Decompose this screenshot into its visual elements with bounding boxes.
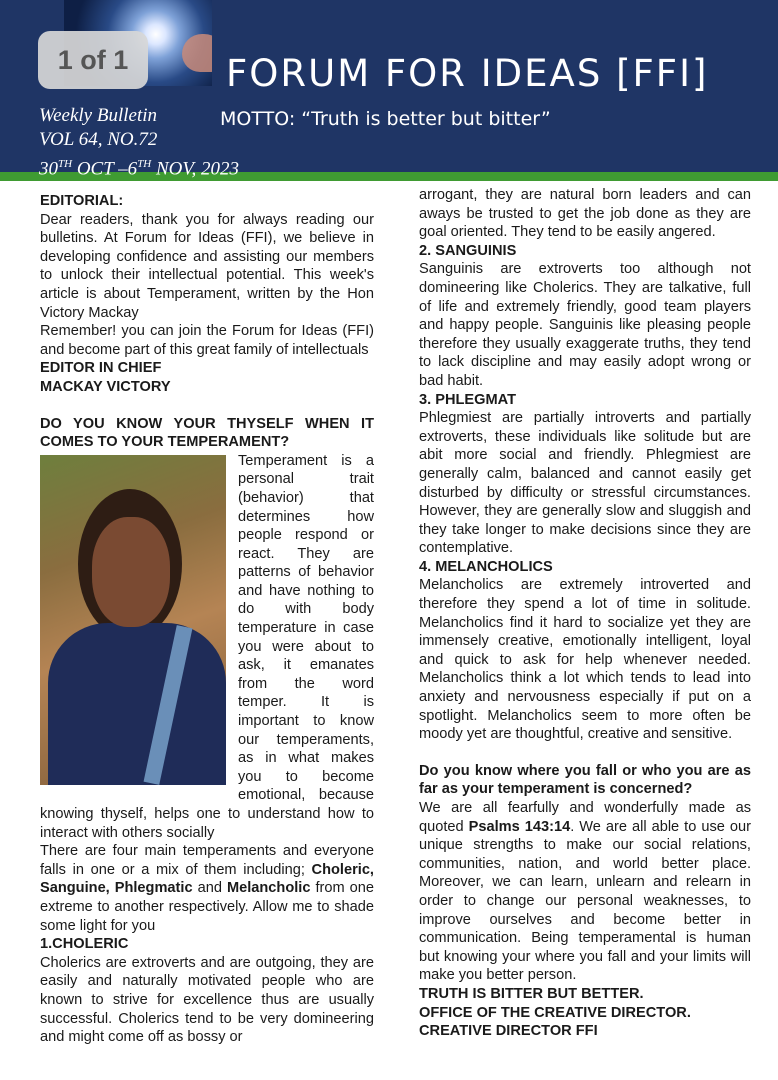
signoff-line-3: CREATIVE DIRECTOR FFI (419, 1023, 598, 1040)
bulletin-info (39, 104, 239, 181)
sanguinis-heading: 2. SANGUINIS (419, 242, 517, 259)
right-column (419, 186, 751, 1041)
question-heading: Do you know where you fall or who you are as far as your temperament is concerned? (419, 762, 751, 798)
choleric-heading: 1.CHOLERIC (40, 936, 129, 953)
temperament-intro: Temperament is a personal trait (behavior) that determines how people respond or react. They are patterns of behavior and have nothing to do with body temperature in case you were about to ask, it emanates from the word temper. It is important to know our temperaments, as in what makes you to become emotional, because knowing thyself, helps one to understand how to interact with others socially (40, 452, 374, 841)
editorial-invite: Remember! you can join the Forum for Ideas (FFI) and become part of this great family of intellectuals (40, 323, 374, 358)
page-indicator: 1 of 1 (38, 31, 148, 89)
issue-date: 30TH OCT –6TH NOV, 2023 (39, 158, 240, 180)
melancholics-heading: 4. MELANCHOLICS (419, 558, 553, 575)
publication-title: FORUM FOR IDEAS [FFI] (226, 52, 709, 95)
phlegmat-text: Phlegmiest are partially introverts and partially extroverts, these individuals like solitude but are abit more social and friendly. Phlegmiest are generally calm, balanced and cannot easily get disturbed by difficulty or stressful circumstances. However, they are generally slow and sluggish and they take longer to make decisions since they are contemplative. (419, 410, 751, 557)
editorial-heading: EDITORIAL: (40, 193, 124, 209)
temperament-types-intro: There are four main temperaments and everyone falls in one or a mix of them including; Choleric, Sanguine, Phlegmatic and Melancholic from one extreme to another respectively. Allow me to shade some light for you (40, 843, 374, 934)
motto: MOTTO: “Truth is better but bitter” (220, 108, 551, 130)
article-heading: DO YOU KNOW YOUR THYSELF WHEN IT COMES TO YOUR TEMPERAMENT? (40, 415, 374, 451)
signoff-line-1: TRUTH IS BITTER BUT BETTER. (419, 985, 644, 1002)
editor-name: MACKAY VICTORY (40, 378, 171, 395)
editorial-paragraph: Dear readers, thank you for always reading our bulletins. At Forum for Ideas (FFI), we believe in developing confidence and assisting our members to unlock their intellectual potential. This week's article is about Temperament, written by the Hon Victory Mackay (40, 211, 374, 321)
editor-title: EDITOR IN CHIEF (40, 360, 162, 377)
choleric-continued: arrogant, they are natural born leaders and can aways be trusted to get the job done as they are goal oriented. They tend to be easily angered. (419, 187, 751, 241)
melancholics-text: Melancholics are extremely introverted and therefore they spend a lot of time in solitude. Melancholics find it hard to socialize yet they are immensely creative, emotionally intelligent, loyal and quick to ask for help whenever needed. Melancholics think a lot which tends to lead into anxiety and nervousness especially if put on a spotlight. Melancholics seem to more often be moody yet are thoughtful, creative and sensitive. (419, 577, 751, 743)
author-photo (40, 455, 226, 785)
volume-number: VOL 64, NO.72 (39, 129, 158, 150)
bulletin-label: Weekly Bulletin (39, 105, 157, 126)
phlegmat-heading: 3. PHLEGMAT (419, 391, 517, 408)
signoff-line-2: OFFICE OF THE CREATIVE DIRECTOR. (419, 1004, 691, 1021)
closing-paragraph: We are all fearfully and wonderfully made as quoted Psalms 143:14. We are all able to use our unique strengths to make our social relations, communities, nation, and world better place. Moreover, we can learn, unlearn and relearn in order to change our personal weaknesses, to improve ourselves and become better in communication. Being temperamental is human but knowing your where you fall and your limits will make you better person. (419, 800, 751, 984)
choleric-text: Cholerics are extroverts and are outgoing, they are easily and naturally motivated people who are known to strive for excellence thus are usually successful. Cholerics tend to be very domineering and might come off as bossy or (40, 954, 374, 1046)
hand-globe-icon (182, 34, 212, 72)
sanguinis-text: Sanguinis are extroverts too although not domineering like Cholerics. They are talkative, full of life and extremely friendly, good team players and happy people. Sanguinis like pleasing people therefore they usually exaggerate truths, they tend to lack discipline and may easily adopt wrong or bad habit. (419, 261, 751, 389)
left-column (40, 192, 374, 1047)
